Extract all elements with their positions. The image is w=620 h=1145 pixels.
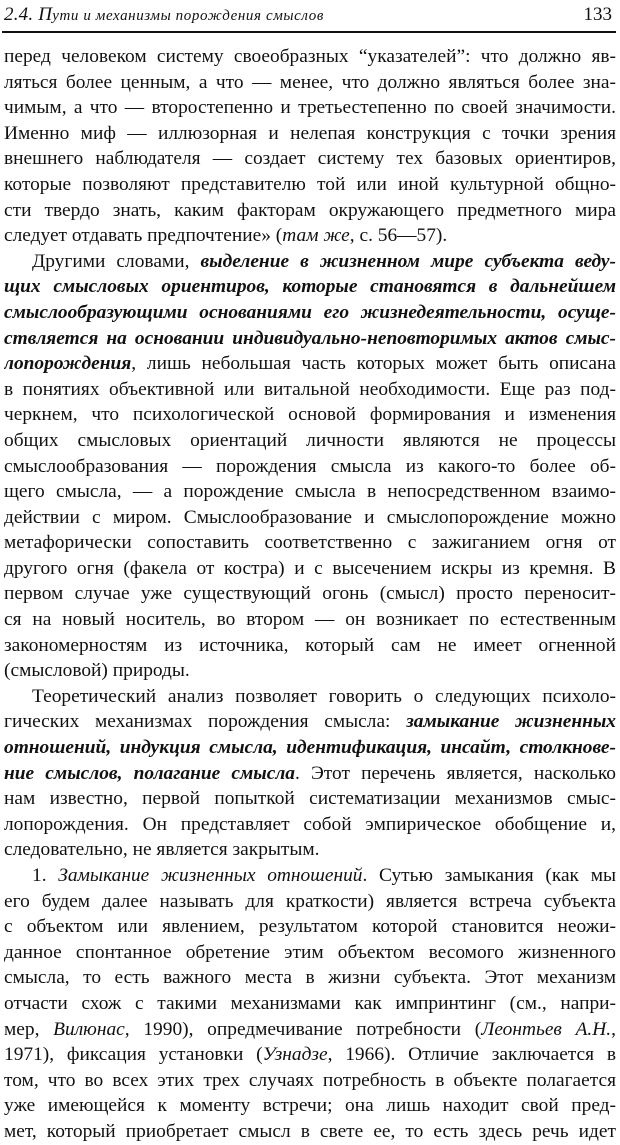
text-run: . Сутью замыкания (как мы [362,865,616,886]
text-run: Именно миф — иллюзорная и нелепая конструкция с точки зрения [4,122,616,144]
text-run: черкнем, что психологической основой формирования и изменения [4,404,616,426]
text-line [4,1093,616,1119]
italic-text: Вилюнас [53,1018,125,1040]
text-run: гических механизмах порождения смысла: [4,711,407,733]
text-run: первом случае уже существующий огонь (смысл) просто переносит- [4,583,616,605]
text-line [4,479,616,505]
text-line [4,889,616,915]
text-line [4,146,616,172]
text-run: мет, который приобретает смысл в свете ее, то есть здесь речь идет [4,1120,616,1142]
running-header [4,2,612,28]
text-line [4,965,616,991]
text-run: . Этот перечень является, насколько [294,762,616,784]
text-run: ляться более ценным, а что — менее, что должно являться более зна- [4,71,616,93]
text-run: сти твердо знать, каким факторам окружающего предметного мира [4,199,616,221]
text-run: внешнего наблюдателя — создает систему тех базовых ориентиров, [4,148,616,170]
text-line [4,1042,616,1068]
text-line [4,95,616,121]
emphasized-text: отношений, индукция смысла, идентификация, инсайт, столкнове- [4,737,616,759]
page-number: 133 [583,4,612,25]
text-run: его будем далее называть для краткости) является встреча субъекта [4,890,616,912]
text-line [4,428,616,454]
text-run: смыслообразования — порождения смысла из какого-то более об- [4,455,616,477]
emphasized-text: замыкание жизненных [406,711,616,733]
text-line [4,735,616,761]
text-run: мер, [4,1018,54,1040]
text-run: метафорически сопоставить соответственно с зажиганием огня от [4,532,616,554]
text-line [4,274,616,300]
text-run: закономерностям из источника, который сам не имеет огненной [4,634,616,656]
text-line [4,940,616,966]
emphasized-text: лопорождения [4,353,132,375]
emphasized-text: выделение в жизненном мире субъекта веду- [200,250,616,272]
emphasized-text: смыслообразующими основаниями его жизнедеятельности, осуще- [4,301,616,323]
text-run: следует отдавать предпочтение» ( [4,225,283,247]
text-run: отчасти схож с такими механизмами как импринтинг (см., напри- [4,992,616,1014]
section-number: 2.4. [4,4,34,25]
italic-text: Узнадзе [262,1044,328,1066]
text-line [4,837,616,863]
text-run: общих смысловых ориентаций личности являются не процессы [4,429,616,451]
text-line [4,121,616,147]
text-line [4,44,616,70]
emphasized-text: ние смыслов, полагание смысла [4,762,295,784]
text-run: , с. 56—57). [349,225,448,247]
body-text [4,44,616,1145]
text-run: действии с миром. Смыслообразование и смыслопорождение можно [4,506,616,528]
italic-text: там же [282,225,350,247]
text-line [4,198,616,224]
text-line [4,249,616,275]
text-line [4,607,616,633]
text-line [4,172,616,198]
section-title-initial: П [38,4,53,25]
section-title-rest: ути и механизмы порождения смыслов [52,8,324,24]
text-line [4,326,616,352]
text-run: следовательно, не является закрытым. [4,839,320,861]
text-run: , 1990), опредмечивание потребности ( [124,1018,482,1040]
text-run: том, что во всех этих трех случаях потребность в объекте полагается [4,1069,616,1091]
text-run: , [611,1018,616,1040]
text-line [4,351,616,377]
text-line [4,786,616,812]
emphasized-text: щих смысловых ориентиров, которые становятся в дальнейшем [4,276,616,298]
text-run: ся на новый носитель, во втором — он возникает по естественным [4,609,616,631]
text-run: Теоретический анализ позволяет говорить о следующих психоло- [32,685,616,707]
text-run: перед человеком систему своеобразных “указателей”: что должно яв- [4,46,616,67]
text-run: которые позволяют представителю той или иной культурной общно- [4,173,616,195]
emphasized-text: ствляется на основании индивидуально-неповторимых актов смыс- [4,327,616,349]
text-run: (смысловой) природы. [4,660,190,682]
text-run: лопорождения. Он представляет собой эмпирическое обобщение и, [4,813,616,835]
header-rule [2,31,616,33]
text-line [4,581,616,607]
italic-text: Леонтьев А.Н. [481,1018,612,1040]
text-line [4,761,616,787]
text-line [4,1068,616,1094]
text-run: 1971), фиксация установки ( [4,1044,263,1066]
text-run: уже имеющейся к моменту встречи; она лишь находит свой пред- [4,1095,616,1117]
text-run: щего смысла, — а порождение смысла в непосредственном взаимо- [4,481,616,503]
text-line [4,454,616,480]
text-run: другого огня (факела от костра) и с высечением искры из кремня. В [4,557,616,579]
text-run: с объектом или явлением, результатом которой становится неожи- [4,916,616,938]
text-run: в понятиях объективной или витальной необходимости. Еще раз под- [4,378,616,400]
text-line [4,684,616,710]
text-line [4,223,616,249]
text-line [4,505,616,531]
text-line [4,812,616,838]
text-run: нам известно, первой попыткой систематизации механизмов смыс- [4,788,616,810]
section-heading [4,2,324,29]
text-run: чимым, а что — второстепенно и третьестепенно по своей значимости. [4,97,616,119]
text-line [4,1119,616,1145]
text-line [4,377,616,403]
text-line [4,530,616,556]
text-run: 1. [32,865,59,886]
text-run: Другими словами, [32,250,201,272]
text-line [4,633,616,659]
text-line [4,70,616,96]
italic-text: Замыкание жизненных отношений [58,865,363,886]
text-line [4,658,616,684]
text-line [4,1017,616,1043]
text-line [4,709,616,735]
text-line [4,556,616,582]
text-line [4,914,616,940]
text-line [4,991,616,1017]
text-run: данное спонтанное обретение этим объектом весомого жизненного [4,941,616,963]
text-line [4,863,616,889]
text-line [4,300,616,326]
text-run: , 1966). Отличие заключается в [327,1044,616,1066]
text-run: смысла, то есть важного места в жизни субъекта. Этот механизм [4,967,616,989]
text-line [4,402,616,428]
text-run: , лишь небольшая часть которых может быть описана [131,353,616,375]
